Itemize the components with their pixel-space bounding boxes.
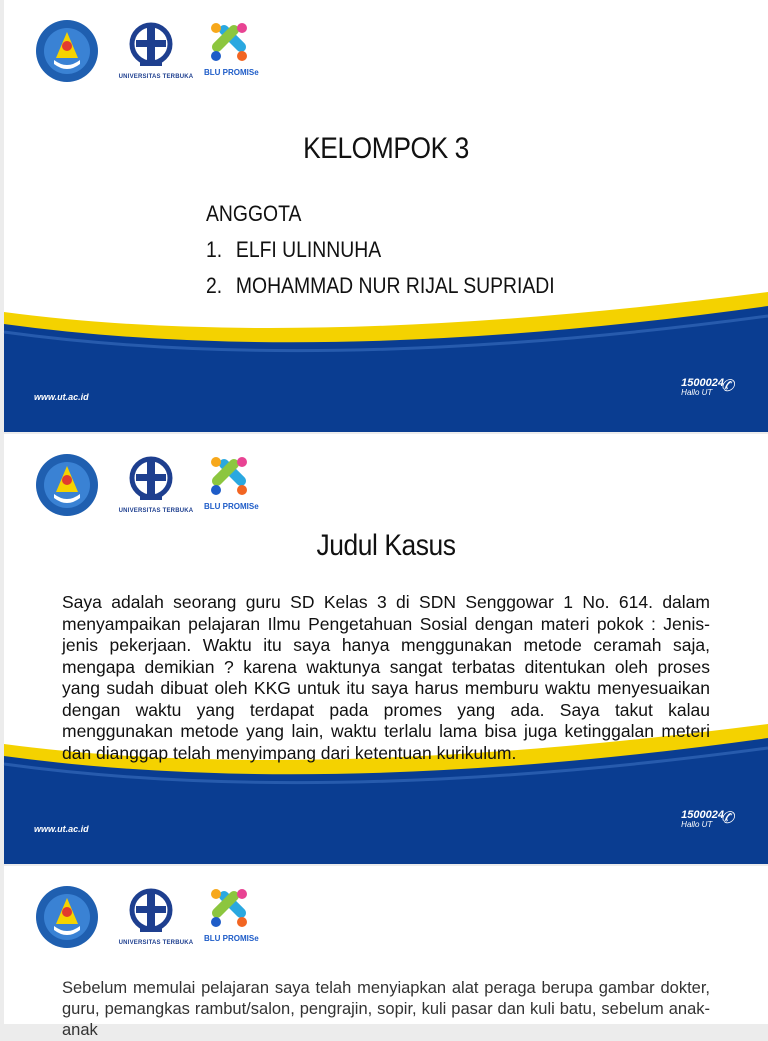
ut-logo-label: UNIVERSITAS TERBUKA xyxy=(118,940,194,946)
footer-url: www.ut.ac.id xyxy=(34,824,89,834)
member-item xyxy=(206,232,555,268)
member-number: 1. xyxy=(206,237,223,262)
phone-icon: ✆ xyxy=(720,378,734,395)
member-name: ELFI ULINNUHA xyxy=(235,237,382,262)
member-number: 2. xyxy=(206,273,223,298)
blu-promise-label: BLU PROMISe xyxy=(204,934,259,943)
phone-number: 1500024 xyxy=(681,809,724,821)
ut-logo-label: UNIVERSITAS TERBUKA xyxy=(118,508,194,514)
kemdikbud-logo xyxy=(34,452,100,523)
slide-3 xyxy=(4,866,768,1039)
blu-promise-logo xyxy=(204,18,259,77)
slide-1 xyxy=(4,0,768,432)
slide-title: Judul Kasus xyxy=(316,529,456,562)
member-list xyxy=(206,196,555,304)
slide-title: KELOMPOK 3 xyxy=(303,132,469,165)
case-paragraph: Saya adalah seorang guru SD Kelas 3 di SDN Senggowar 1 No. 614. dalam menyampaikan pelajaran Ilmu Pengetahuan Sosial dengan materi pokok : Jenis-jenis pekerjaan. Waktu itu saya hanya menggunakan metode ceramah saja, mengapa demikian ? karena waktunya sangat terbatas ditentukan oleh proses yang sudah dibuat oleh KKG untuk itu saya harus memburu waktu menyesuaikan dengan waktu yang terdapat pada promes yang ada. Saya takut kalau menggunakan metode yang lain, waktu terlalu lama bisa juga ketinggalan meteri dan dianggap telah menyimpang dari ketentuan kurikulum. xyxy=(62,592,710,763)
phone-sub: Hallo UT xyxy=(681,388,713,397)
members-heading: ANGGOTA xyxy=(206,201,302,226)
blu-promise-label: BLU PROMISe xyxy=(204,68,259,77)
blu-promise-label: BLU PROMISe xyxy=(204,502,259,511)
ut-logo xyxy=(118,456,194,514)
footer-phone xyxy=(681,378,724,398)
ut-logo xyxy=(118,888,194,946)
phone-icon: ✆ xyxy=(720,810,734,827)
blu-promise-logo xyxy=(204,884,259,943)
slide3-paragraph: Sebelum memulai pelajaran saya telah menyiapkan alat peraga berupa gambar dokter, guru, pemangkas rambut/salon, pengrajin, sopir, kuli pasar dan kuli batu, sebelum anak-anak xyxy=(62,979,710,1039)
blu-promise-logo xyxy=(204,452,259,511)
slide-2 xyxy=(4,434,768,864)
phone-sub: Hallo UT xyxy=(681,820,713,829)
ut-logo-label: UNIVERSITAS TERBUKA xyxy=(118,74,194,80)
phone-number: 1500024 xyxy=(681,377,724,389)
member-name: MOHAMMAD NUR RIJAL SUPRIADI xyxy=(235,273,555,298)
ut-logo xyxy=(118,22,194,80)
footer-url: www.ut.ac.id xyxy=(34,392,89,402)
footer-phone xyxy=(681,810,724,830)
kemdikbud-logo xyxy=(34,18,100,89)
slide-footer xyxy=(4,292,768,432)
kemdikbud-logo xyxy=(34,884,100,955)
